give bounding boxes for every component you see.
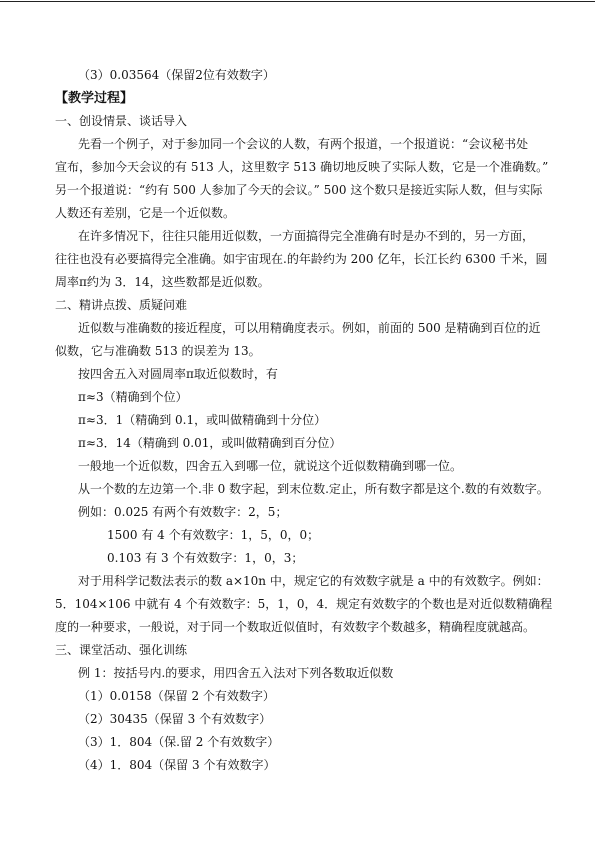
text-line: 1500 有 4 个有效数字：1，5，0，0； bbox=[107, 528, 320, 542]
text-line: （3）0.03564（保留2位有效数字） bbox=[78, 68, 275, 82]
text-line: （1）0.0158（保留 2 个有效数字） bbox=[78, 689, 275, 703]
section-heading: 【教学过程】 bbox=[55, 91, 134, 106]
text-line: 一、创设情景、谈话导入 bbox=[55, 114, 188, 128]
text-line: 例 1：按括号内.的要求，用四舍五入法对下列各数取近似数 bbox=[78, 666, 394, 680]
text-line: 先看一个例子，对于参加同一个会议的人数，有两个报道，一个报道说：“会议秘书处 bbox=[78, 137, 529, 151]
text-line: （3）1．804（保.留 2 个有效数字） bbox=[78, 735, 280, 749]
text-line: 5．104×106 中就有 4 个有效数字：5，1，0，4．规定有效数字的个数也是对近似数精确程 bbox=[55, 597, 553, 611]
text-line: π≈3．14（精确到 0.01，或叫做精确到百分位） bbox=[78, 436, 342, 450]
text-line: 似数，它与准确数 513 的误差为 13。 bbox=[55, 344, 261, 358]
text-line: π≈3（精确到个位） bbox=[78, 390, 188, 404]
text-line: 近似数与准确数的接近程度，可以用精确度表示。例如，前面的 500 是精确到百位的近 bbox=[78, 321, 541, 335]
text-line: 在许多情况下，往往只能用近似数，一方面搞得完全准确有时是办不到的，另一方面， bbox=[78, 229, 535, 243]
text-line: 周率π约为 3．14，这些数都是近似数。 bbox=[55, 275, 270, 289]
text-line: 往往也没有必要搞得完全准确。如宇宙现在.的年龄约为 200 亿年，长江长约 6300 千米，圆 bbox=[55, 252, 548, 266]
text-line: 度的一种要求，一般说，对于同一个数取近似值时，有效数字个数越多，精确程度就越高。 bbox=[55, 620, 536, 634]
text-line: 另一个报道说：“约有 500 人参加了今天的会议。” 500 这个数只是接近实际人数，但与实际 bbox=[55, 183, 543, 197]
text-line: π≈3．1（精确到 0.1，或叫做精确到十分位） bbox=[78, 413, 327, 427]
text-line: 宣布，参加今天会议的有 513 人，这里数字 513 确切地反映了实际人数，它是一个准确数。” bbox=[55, 160, 549, 174]
text-line: 二、精讲点拨、质疑问难 bbox=[55, 298, 188, 312]
text-line: 人数还有差别，它是一个近似数。 bbox=[55, 206, 236, 220]
text-line: 按四舍五入对圆周率π取近似数时，有 bbox=[78, 367, 278, 381]
text-line: 0.103 有 3 个有效数字：1，0，3； bbox=[107, 551, 304, 565]
text-line: （4）1．804（保留 3 个有效数字） bbox=[78, 758, 276, 772]
page-top-border bbox=[0, 1, 595, 2]
text-line: 从一个数的左边第一个.非 0 数字起，到末位数.定止，所有数字都是这个.数的有效数字。 bbox=[78, 482, 549, 496]
text-line: 一般地一个近似数，四舍五入到哪一位，就说这个近似数精确到哪一位。 bbox=[78, 459, 463, 473]
text-line: 例如：0.025 有两个有效数字：2，5； bbox=[78, 505, 288, 519]
text-line: （2）30435（保留 3 个有效数字） bbox=[78, 712, 272, 726]
text-line: 对于用科学记数法表示的数 a×10n 中，规定它的有效数字就是 a 中的有效数字。例如： bbox=[78, 574, 549, 588]
text-line: 三、课堂活动、强化训练 bbox=[55, 643, 188, 657]
